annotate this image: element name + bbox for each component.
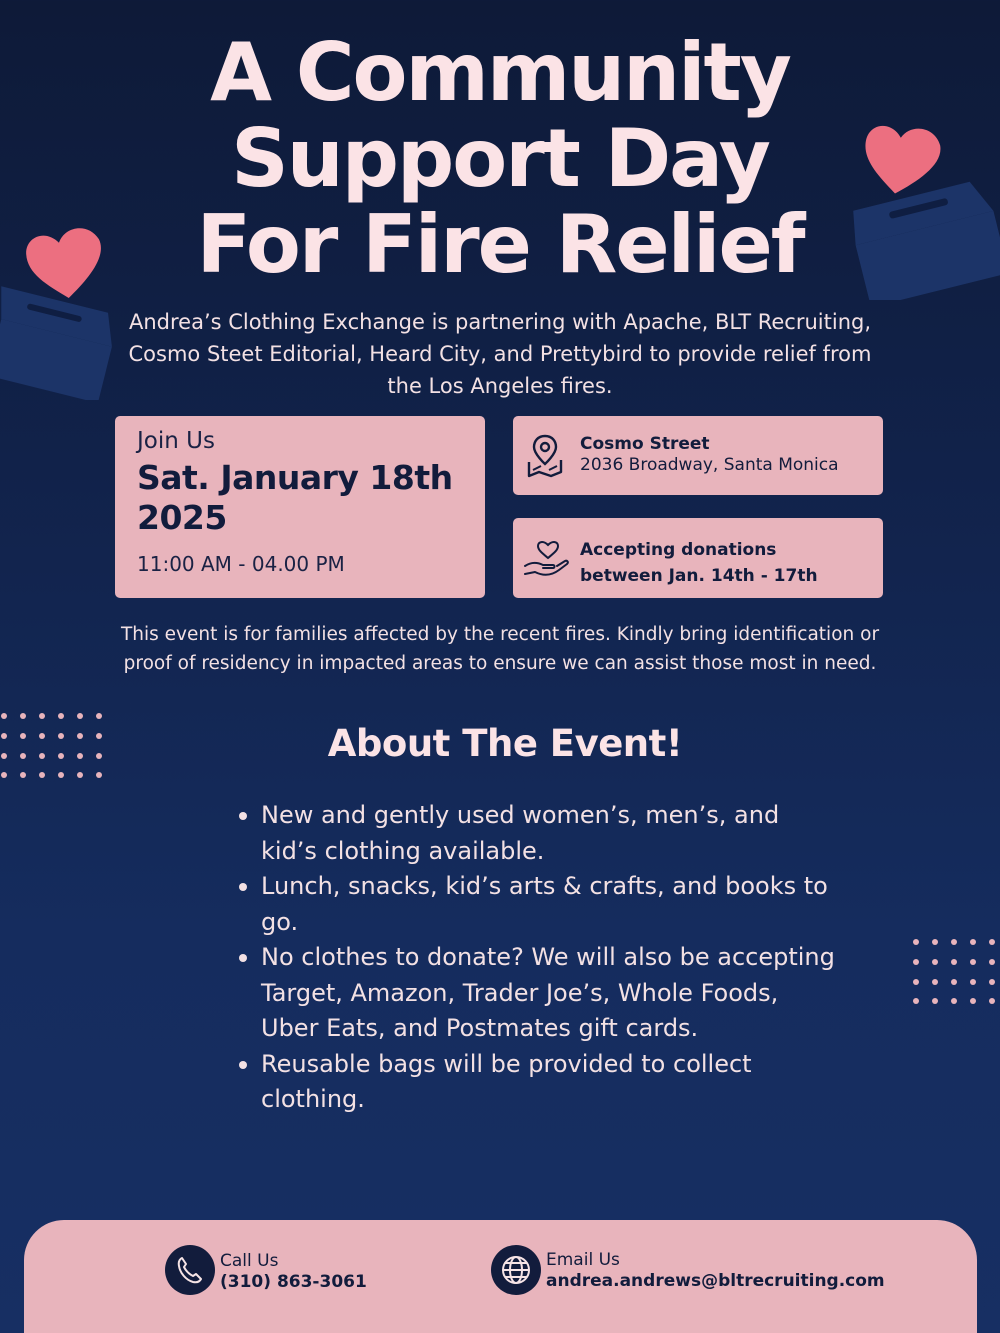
event-date-line-2: 2025 [137, 498, 227, 537]
phone-number[interactable]: (310) 863-3061 [220, 1272, 367, 1292]
list-item: No clothes to donate? We will also be accepting Target, Amazon, Trader Joe’s, Whole Foods, Uber Eats, and Postmates gift cards. [236, 940, 836, 1047]
title-line-3: For Fire Relief [196, 198, 804, 291]
join-us-label: Join Us [137, 428, 215, 454]
email-contact [546, 1250, 885, 1292]
about-list [236, 798, 836, 1118]
email-label: Email Us [546, 1250, 620, 1270]
list-item: New and gently used women’s, men’s, and kid’s clothing available. [236, 798, 836, 869]
phone-contact [220, 1251, 367, 1293]
phone-icon [165, 1245, 215, 1295]
about-heading: About The Event! [327, 722, 683, 765]
donations-card [513, 518, 883, 598]
location-text [580, 434, 839, 476]
list-item: Reusable bags will be provided to collect clothing. [236, 1047, 836, 1118]
title-line-1: A Community [210, 26, 790, 119]
map-pin-icon [525, 432, 565, 478]
globe-icon [491, 1245, 541, 1295]
heart-hand-icon [523, 536, 569, 582]
list-item: Lunch, snacks, kid’s arts & crafts, and books to go. [236, 869, 836, 940]
event-time: 11:00 AM - 04.00 PM [137, 552, 345, 576]
intro-text: Andrea’s Clothing Exchange is partnering with Apache, BLT Recruiting, Cosmo Steet Editorial, Heard City, and Prettybird to provide relief from the Los Angeles fires. [128, 310, 872, 398]
venue-address: 2036 Broadway, Santa Monica [580, 455, 839, 475]
dot-pattern-right [910, 937, 1000, 1007]
location-card [513, 416, 883, 495]
donations-line-1: Accepting donations [580, 540, 777, 560]
phone-label: Call Us [220, 1251, 279, 1271]
event-date [137, 458, 463, 538]
event-date-line-1: Sat. January 18th [137, 458, 453, 497]
eligibility-notice: This event is for families affected by the recent fires. Kindly bring identification or proof of residency in impacted areas to ensure we can assist those most in need. [120, 624, 880, 674]
contact-footer [24, 1220, 977, 1333]
email-address[interactable]: andrea.andrews@bltrecruiting.com [546, 1271, 885, 1291]
donations-line-2: between Jan. 14th - 17th [580, 566, 818, 586]
title-line-2: Support Day [231, 112, 769, 205]
donations-text [580, 537, 818, 589]
date-card [115, 416, 485, 598]
event-title [0, 26, 1000, 291]
venue-name: Cosmo Street [580, 434, 710, 454]
